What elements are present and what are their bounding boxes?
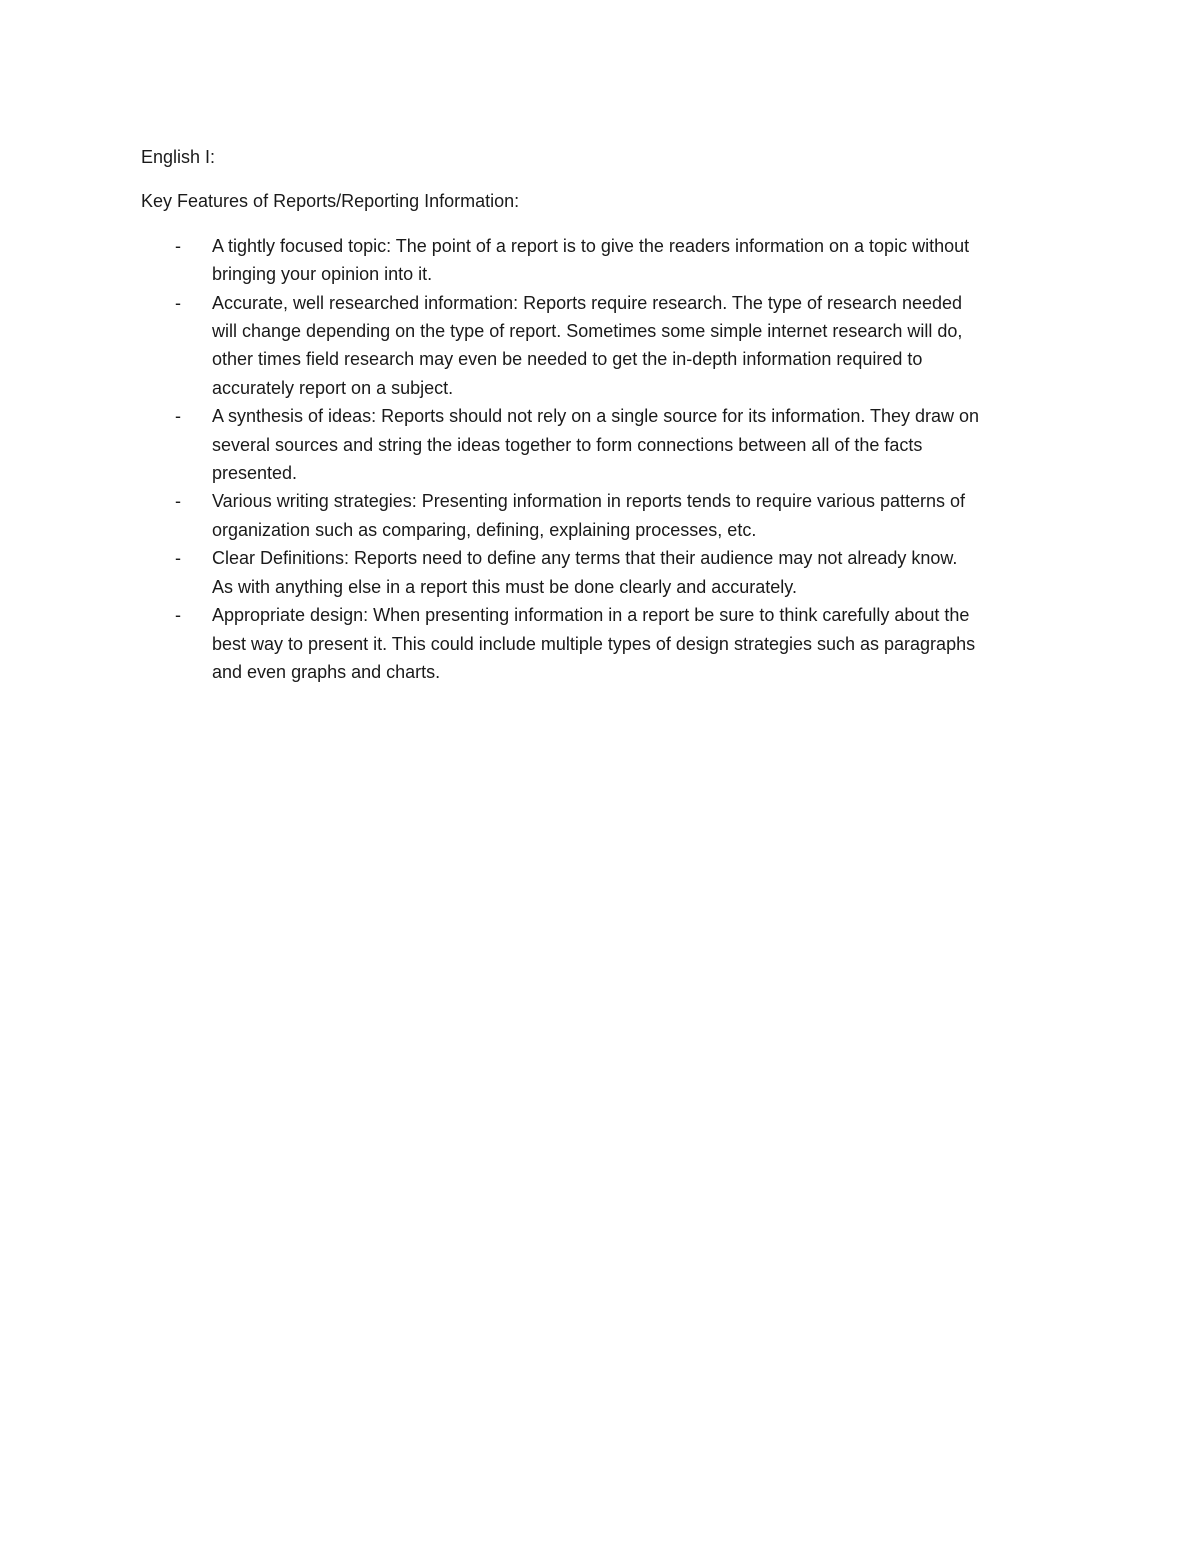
bullet-dash: - xyxy=(175,605,181,626)
bullet-dash: - xyxy=(175,406,181,427)
list-item-line: Appropriate design: When presenting information in a report be sure to think carefully about the xyxy=(212,605,970,626)
list-item xyxy=(141,402,1066,487)
document-title: English I: xyxy=(141,147,216,167)
list-item-line: Accurate, well researched information: Reports require research. The type of research needed xyxy=(212,292,963,313)
bullet-dash: - xyxy=(175,235,181,256)
list-item-line: Various writing strategies: Presenting information in reports tends to require various patterns of xyxy=(212,491,966,512)
list-item-line: other times field research may even be needed to get the in-depth information required to xyxy=(212,349,923,370)
list-item-line: Clear Definitions: Reports need to define any terms that their audience may not already know. xyxy=(212,548,958,569)
list-item-line: As with anything else in a report this must be done clearly and accurately. xyxy=(212,576,797,597)
list-item xyxy=(141,601,1066,686)
feature-list xyxy=(141,232,1066,687)
list-item-line: accurately report on a subject. xyxy=(212,377,454,398)
list-item xyxy=(141,487,1066,544)
list-item xyxy=(141,289,1066,403)
list-item-line: A tightly focused topic: The point of a report is to give the readers information on a topic without xyxy=(212,235,970,256)
list-item-line: bringing your opinion into it. xyxy=(212,264,433,285)
list-item-line: organization such as comparing, defining, explaining processes, etc. xyxy=(212,519,757,540)
list-item-line: A synthesis of ideas: Reports should not rely on a single source for its information. They draw on xyxy=(212,406,980,427)
bullet-dash: - xyxy=(175,548,181,569)
list-item-line: and even graphs and charts. xyxy=(212,661,441,682)
list-item-line: best way to present it. This could include multiple types of design strategies such as paragraphs xyxy=(212,633,976,654)
bullet-dash: - xyxy=(175,292,181,313)
list-item xyxy=(141,232,1066,289)
list-item-line: several sources and string the ideas together to form connections between all of the facts xyxy=(212,434,923,455)
section-heading: Key Features of Reports/Reporting Information: xyxy=(141,191,520,212)
list-item xyxy=(141,544,1066,601)
list-item-line: presented. xyxy=(212,463,298,484)
bullet-dash: - xyxy=(175,491,181,512)
document-body xyxy=(141,143,1066,686)
list-item-line: will change depending on the type of report. Sometimes some simple internet research will do, xyxy=(212,321,963,342)
